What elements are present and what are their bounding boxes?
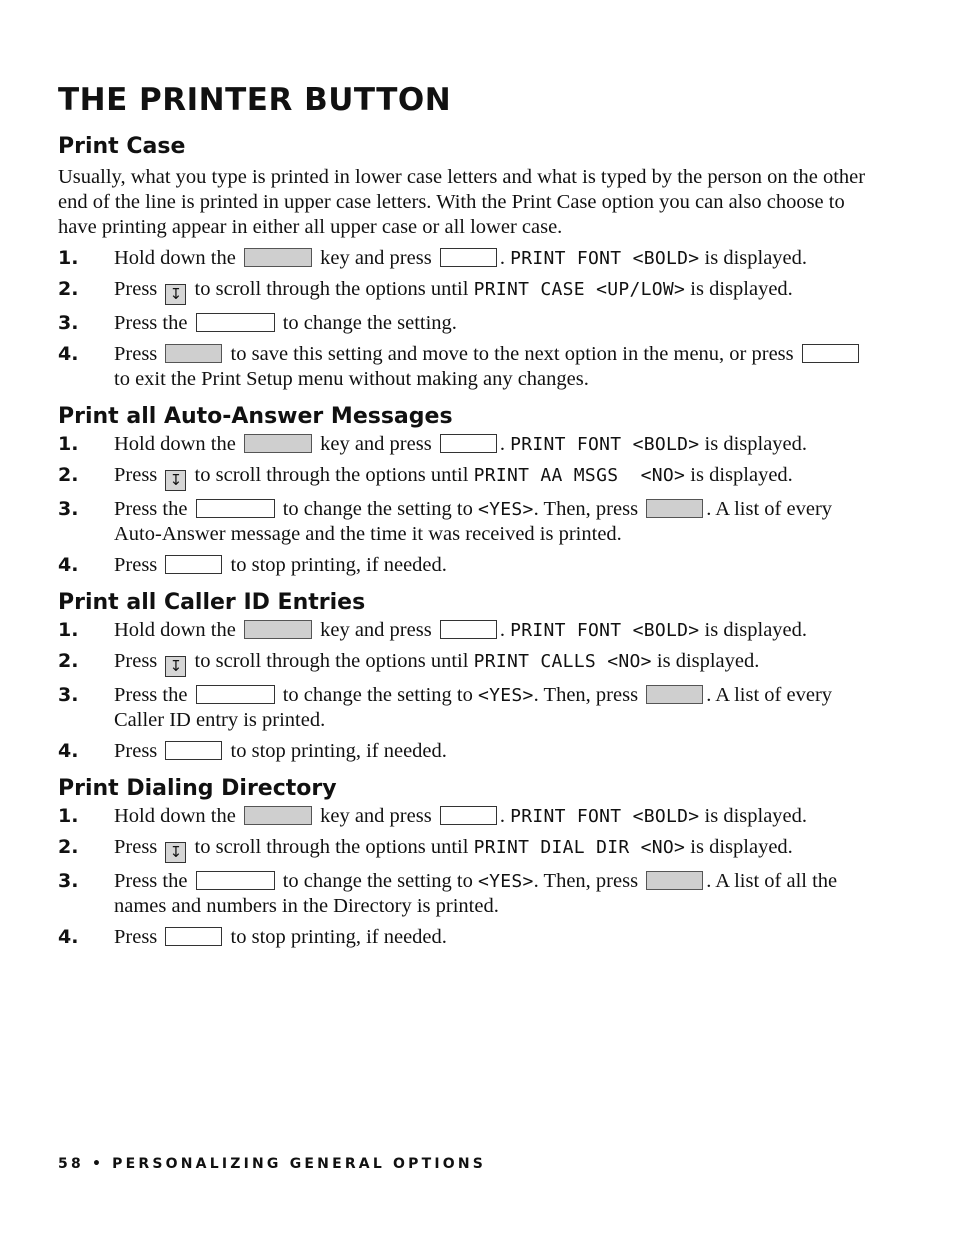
display-text: <YES> bbox=[477, 499, 534, 520]
step-text: . Then, press bbox=[533, 684, 639, 706]
step-number: 4. bbox=[58, 554, 79, 576]
scroll-arrow-icon: ↧ bbox=[165, 656, 186, 677]
print-key-icon bbox=[646, 685, 703, 704]
exit-key-icon bbox=[802, 344, 859, 363]
step-item bbox=[58, 618, 878, 643]
step-text: Press the bbox=[114, 684, 188, 706]
step-number: 4. bbox=[58, 343, 79, 365]
step-text: Press bbox=[114, 278, 158, 300]
page-title: THE PRINTER BUTTON bbox=[58, 82, 452, 118]
page-content bbox=[58, 78, 878, 956]
step-text: . Then, press bbox=[533, 498, 639, 520]
step-text: to change the setting to bbox=[282, 684, 473, 706]
step-text: to scroll through the options until bbox=[194, 836, 469, 858]
step-text: to change the setting. bbox=[282, 312, 457, 334]
section-print-caller-id bbox=[58, 588, 878, 764]
step-text: Hold down the bbox=[114, 247, 236, 269]
step-text: to scroll through the options until bbox=[194, 278, 469, 300]
step-number: 4. bbox=[58, 740, 79, 762]
step-text: to change the setting to bbox=[282, 498, 473, 520]
step-text: to change the setting to bbox=[282, 870, 473, 892]
step-item bbox=[58, 432, 878, 457]
step-text: . A list of every Auto-Answer message and the time it was received is printed. bbox=[114, 498, 833, 545]
step-number: 1. bbox=[58, 247, 79, 269]
step-number: 3. bbox=[58, 870, 79, 892]
step-number: 2. bbox=[58, 836, 79, 858]
step-text: key and press bbox=[320, 433, 432, 455]
display-text: PRINT FONT <BOLD> bbox=[510, 248, 700, 269]
step-item bbox=[58, 739, 878, 764]
step-item bbox=[58, 869, 878, 919]
step-text: is displayed. bbox=[656, 650, 760, 672]
display-text: PRINT CALLS <NO> bbox=[473, 651, 652, 672]
save-key-icon bbox=[165, 344, 222, 363]
step-item bbox=[58, 311, 878, 336]
step-text: key and press bbox=[320, 247, 432, 269]
display-text: PRINT AA MSGS <NO> bbox=[473, 465, 686, 486]
menu-key-icon bbox=[440, 620, 497, 639]
step-text: is displayed. bbox=[704, 247, 808, 269]
step-text: to scroll through the options until bbox=[194, 464, 469, 486]
step-number: 1. bbox=[58, 805, 79, 827]
step-number: 2. bbox=[58, 278, 79, 300]
step-text: to stop printing, if needed. bbox=[230, 554, 447, 576]
section-print-case bbox=[58, 132, 878, 392]
step-text: Press bbox=[114, 650, 158, 672]
step-item bbox=[58, 683, 878, 733]
step-text: to stop printing, if needed. bbox=[230, 926, 447, 948]
step-text: . Then, press bbox=[533, 870, 639, 892]
step-number: 3. bbox=[58, 498, 79, 520]
step-text: . bbox=[499, 805, 505, 827]
select-key-icon bbox=[196, 313, 275, 332]
scroll-arrow-icon: ↧ bbox=[165, 284, 186, 305]
step-text: Press bbox=[114, 343, 158, 365]
step-text: Press the bbox=[114, 498, 188, 520]
scroll-arrow-icon: ↧ bbox=[165, 470, 186, 491]
step-number: 1. bbox=[58, 433, 79, 455]
step-text: Press bbox=[114, 836, 158, 858]
menu-key-icon bbox=[440, 434, 497, 453]
step-text: is displayed. bbox=[704, 433, 808, 455]
step-text: Hold down the bbox=[114, 619, 236, 641]
shift-key-icon bbox=[244, 248, 312, 267]
display-text: PRINT CASE <UP/LOW> bbox=[473, 279, 686, 300]
step-text: is displayed. bbox=[690, 464, 793, 486]
stop-key-icon bbox=[165, 741, 222, 760]
step-text: . bbox=[499, 247, 505, 269]
step-number: 1. bbox=[58, 619, 79, 641]
section-print-directory bbox=[58, 774, 878, 950]
section-heading: Print Dialing Directory bbox=[58, 776, 337, 801]
display-text: PRINT DIAL DIR <NO> bbox=[473, 837, 686, 858]
section-print-aa-messages bbox=[58, 402, 878, 578]
step-number: 4. bbox=[58, 926, 79, 948]
step-text: to save this setting and move to the next option in the menu, or press bbox=[230, 343, 794, 365]
menu-key-icon bbox=[440, 806, 497, 825]
display-text: <YES> bbox=[477, 871, 534, 892]
print-key-icon bbox=[646, 871, 703, 890]
step-text: key and press bbox=[320, 805, 432, 827]
step-item bbox=[58, 925, 878, 950]
step-text: Press the bbox=[114, 870, 188, 892]
step-item bbox=[58, 246, 878, 271]
steps-list bbox=[58, 432, 878, 578]
step-text: . A list of every Caller ID entry is printed. bbox=[114, 684, 833, 731]
step-item bbox=[58, 342, 878, 392]
step-item bbox=[58, 804, 878, 829]
select-key-icon bbox=[196, 499, 275, 518]
step-text: to scroll through the options until bbox=[194, 650, 469, 672]
step-text: to stop printing, if needed. bbox=[230, 740, 447, 762]
step-text: Press bbox=[114, 926, 158, 948]
steps-list bbox=[58, 246, 878, 392]
step-item bbox=[58, 277, 878, 305]
step-text: key and press bbox=[320, 619, 432, 641]
step-text: Hold down the bbox=[114, 433, 236, 455]
step-number: 3. bbox=[58, 684, 79, 706]
step-item bbox=[58, 649, 878, 677]
step-item bbox=[58, 553, 878, 578]
section-intro: Usually, what you type is printed in lower case letters and what is typed by the person on the other end of the line is printed in upper case letters. With the Print Case option you can also choose to have printing appear in either all upper case or all lower case. bbox=[58, 166, 866, 238]
steps-list bbox=[58, 804, 878, 950]
menu-key-icon bbox=[440, 248, 497, 267]
display-text: PRINT FONT <BOLD> bbox=[510, 806, 700, 827]
step-text: is displayed. bbox=[704, 619, 808, 641]
step-item bbox=[58, 835, 878, 863]
display-text: PRINT FONT <BOLD> bbox=[510, 434, 700, 455]
stop-key-icon bbox=[165, 927, 222, 946]
print-key-icon bbox=[646, 499, 703, 518]
step-number: 3. bbox=[58, 312, 79, 334]
step-text: Press the bbox=[114, 312, 188, 334]
step-number: 2. bbox=[58, 650, 79, 672]
step-text: is displayed. bbox=[690, 836, 793, 858]
page-footer: 58 • PERSONALIZING GENERAL OPTIONS bbox=[58, 1156, 487, 1172]
shift-key-icon bbox=[244, 434, 312, 453]
step-number: 2. bbox=[58, 464, 79, 486]
step-item bbox=[58, 463, 878, 491]
stop-key-icon bbox=[165, 555, 222, 574]
section-heading: Print all Caller ID Entries bbox=[58, 590, 366, 615]
display-text: PRINT FONT <BOLD> bbox=[510, 620, 700, 641]
step-text: Hold down the bbox=[114, 805, 236, 827]
step-text: to exit the Print Setup menu without making any changes. bbox=[114, 368, 589, 390]
display-text: <YES> bbox=[477, 685, 534, 706]
step-text: is displayed. bbox=[704, 805, 808, 827]
section-heading: Print Case bbox=[58, 134, 186, 159]
step-text: is displayed. bbox=[690, 278, 793, 300]
select-key-icon bbox=[196, 685, 275, 704]
shift-key-icon bbox=[244, 806, 312, 825]
scroll-arrow-icon: ↧ bbox=[165, 842, 186, 863]
step-text: . bbox=[499, 619, 505, 641]
steps-list bbox=[58, 618, 878, 764]
step-text: Press bbox=[114, 740, 158, 762]
step-item bbox=[58, 497, 878, 547]
shift-key-icon bbox=[244, 620, 312, 639]
select-key-icon bbox=[196, 871, 275, 890]
step-text: Press bbox=[114, 464, 158, 486]
step-text: . bbox=[499, 433, 505, 455]
section-heading: Print all Auto-Answer Messages bbox=[58, 404, 453, 429]
step-text: . A list of all the names and numbers in the Directory is printed. bbox=[114, 870, 838, 917]
step-text: Press bbox=[114, 554, 158, 576]
